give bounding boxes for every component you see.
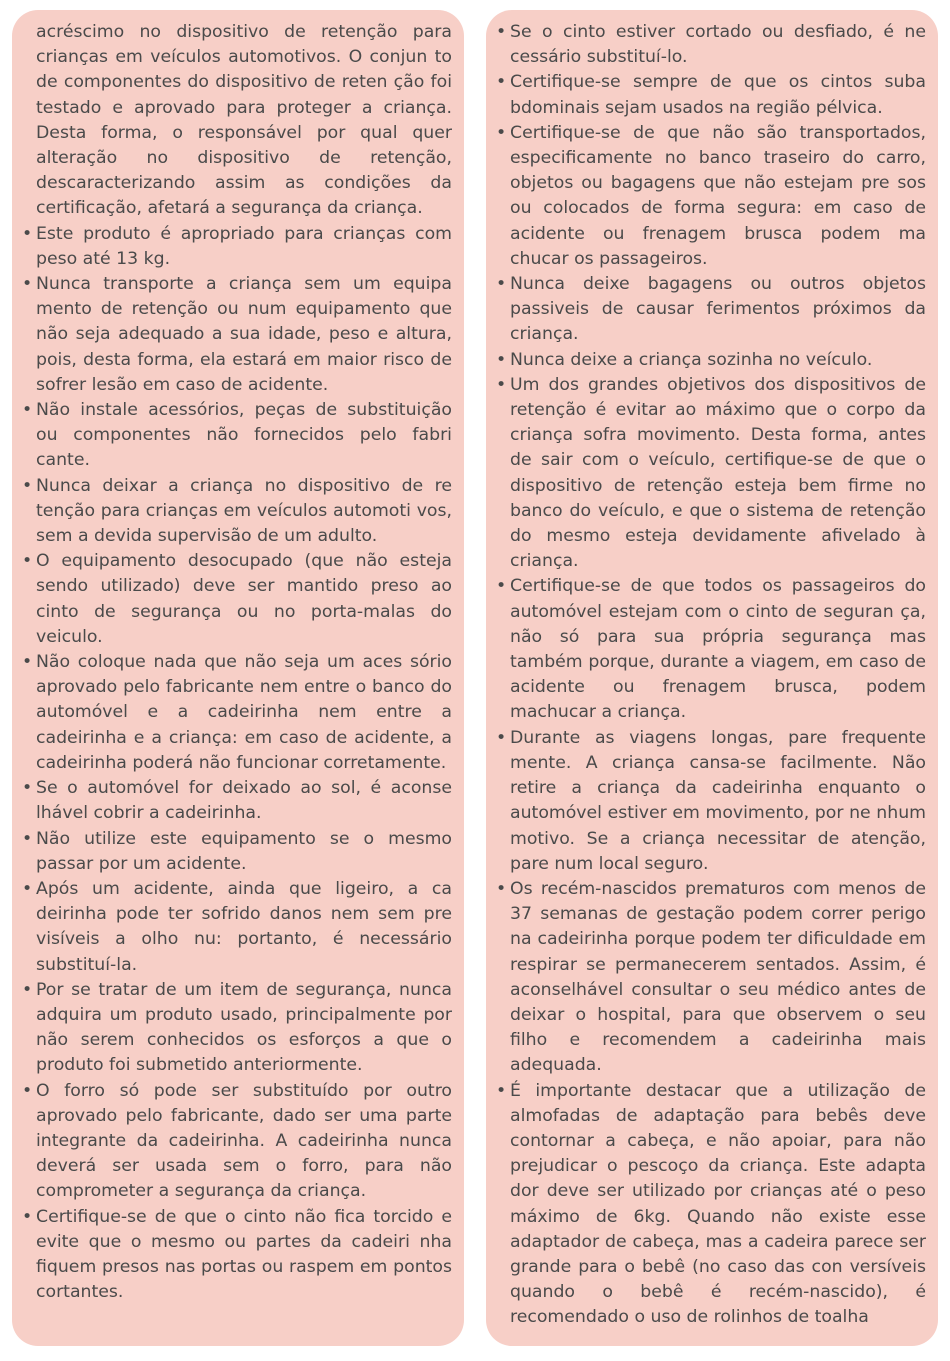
list-item-text: Não coloque nada que não seja um aces sório aprovado pelo fabricante nem entre o banco do automóvel e a cadeirinha nem entre a cadeirinha e a criança: em caso de acidente, a cadeirinha poderá não funcionar corretamente. — [36, 652, 452, 773]
list-item — [496, 121, 926, 272]
bullet-icon: • — [496, 1080, 507, 1101]
bullet-icon: • — [22, 551, 33, 572]
list-item — [22, 978, 452, 1079]
list-item-text: Não instale acessórios, peças de substituição ou componentes não fornecidos pelo fabri cante. — [36, 400, 452, 471]
list-item-text: Certifique-se de que o cinto não fica torcido e evite que o mesmo ou partes da cadeiri nha fiquem presos nas portas ou raspem em pontos cortantes. — [36, 1206, 452, 1303]
list-item-text: É importante destacar que a utilização de almofadas de adaptação para bebês deve contornar a cabeça, e não apoiar, para não prejudicar o pescoço da criança. Este adapta dor deve ser utilizado por crianças até o peso máximo de 6kg. Quando não existe esse adaptador de cabeça, mas a cadeira parece ser grande para o bebê (no caso das con versíveis quando o bebê é recém-nascido), é recomendado o uso de rolinhos de toalha — [510, 1080, 926, 1328]
list-item — [22, 398, 452, 474]
list-item — [22, 877, 452, 978]
list-item-text: Um dos grandes objetivos dos dispositivos de retenção é evitar ao máximo que o corpo da criança sofra movimento. Desta forma, antes de sair com o veículo, certifique-se de que o dispositivo de retenção esteja bem firme no banco do veículo, e que o sistema de retenção do mesmo esteja devidamente afivelado à criança. — [510, 374, 926, 572]
bullet-icon: • — [496, 727, 507, 748]
list-item — [496, 20, 926, 70]
list-item-text: O forro só pode ser substituído por outro aprovado pelo fabricante, dado ser uma parte integrante da cadeirinha. A cadeirinha nunca deverá ser usada sem o forro, para não comprometer a segurança da criança. — [36, 1080, 452, 1202]
bullet-icon: • — [22, 828, 33, 849]
right-bullet-list — [496, 20, 926, 1331]
list-item-text: Nunca deixar a criança no dispositivo de re tenção para crianças em veículos automoti vos, sem a devida supervisão de um adulto. — [36, 475, 452, 547]
bullet-icon: • — [496, 576, 507, 597]
list-item — [22, 549, 452, 650]
list-item — [496, 574, 926, 725]
bullet-icon: • — [496, 72, 507, 93]
list-item-text: Nunca transporte a criança sem um equipa mento de retenção ou num equipamento que não seja adequado a sua idade, peso e altura, pois, desta forma, ela estará em maior risco de sofrer lesão em caso de acidente. — [36, 274, 452, 395]
bullet-icon: • — [22, 274, 33, 295]
left-column-text — [22, 20, 452, 1305]
bullet-icon: • — [22, 979, 33, 1000]
list-item-text: Nunca deixe bagagens ou outros objetos passiveis de causar ferimentos próximos da criança. — [510, 274, 926, 345]
bullet-icon: • — [22, 475, 33, 496]
list-item — [22, 222, 452, 272]
bullet-icon: • — [496, 274, 507, 295]
list-item-text: Este produto é apropriado para crianças com peso até 13 kg. — [36, 223, 452, 269]
bullet-icon: • — [22, 778, 33, 799]
list-item — [496, 348, 926, 373]
list-item — [496, 1079, 926, 1331]
bullet-icon: • — [496, 374, 507, 395]
bullet-icon: • — [22, 223, 33, 244]
bullet-icon: • — [496, 349, 507, 370]
list-item — [22, 474, 452, 550]
list-item-text: Certifique-se sempre de que os cintos suba bdominais sejam usados na região pélvica. — [510, 72, 926, 118]
bullet-icon: • — [496, 122, 507, 143]
list-item-text: Se o cinto estiver cortado ou desfiado, é ne cessário substituí-lo. — [510, 22, 926, 68]
bullet-icon: • — [22, 878, 33, 899]
left-text-panel — [12, 10, 464, 1346]
list-item-text: Se o automóvel for deixado ao sol, é aconse lhável cobrir a cadeirinha. — [36, 778, 452, 824]
list-item-text: Certifique-se de que todos os passageiros do automóvel estejam com o cinto de seguran ça, não só para sua própria segurança mas também porque, durante a viagem, em caso de acidente ou frenagem brusca, podem machucar a criança. — [510, 576, 926, 723]
list-item — [22, 776, 452, 826]
list-item — [22, 1205, 452, 1306]
list-item-text: Durante as viagens longas, pare frequente mente. A criança cansa-se facilmente. Não retire a criança da cadeirinha enquanto o automóvel estiver em movimento, por ne nhum motivo. Se a criança necessitar de atenção, pare num local seguro. — [510, 727, 926, 874]
list-item — [496, 877, 926, 1079]
bullet-icon: • — [496, 878, 507, 899]
left-bullet-list — [22, 222, 452, 1306]
list-item-text: Após um acidente, ainda que ligeiro, a ca deirinha pode ter sofrido danos nem sem pre visíveis a olho nu: portanto, é necessário substituí-la. — [36, 878, 452, 975]
list-item — [22, 650, 452, 776]
list-item-text: Não utilize este equipamento se o mesmo passar por um acidente. — [36, 828, 452, 874]
right-column-text — [496, 20, 926, 1331]
list-item — [496, 70, 926, 120]
bullet-icon: • — [22, 1080, 33, 1101]
list-item-text: Os recém-nascidos prematuros com menos de 37 semanas de gestação podem correr perigo na cadeirinha porque podem ter dificuldade em respirar se permanecerem sentados. Assim, é aconselhável consultar o seu médico antes de deixar o hospital, para que observem o seu filho e recomendem a cadeirinha mais adequada. — [510, 878, 926, 1076]
list-item — [496, 726, 926, 877]
bullet-icon: • — [22, 1206, 33, 1227]
list-item-text: Nunca deixe a criança sozinha no veículo. — [510, 349, 873, 370]
bullet-icon: • — [22, 400, 33, 421]
intro-paragraph: acréscimo no dispositivo de retenção para crianças em veículos automotivos. O conjun to de componentes do dispositivo de reten ção foi testado e aprovado para proteger a criança. Desta forma, o responsável por qual quer alteração no dispositivo de retenção, descaracterizando assim as condições da certificação, afetará a segurança da criança. — [36, 22, 452, 219]
bullet-icon: • — [496, 22, 507, 42]
list-item — [22, 827, 452, 877]
bullet-icon: • — [22, 652, 33, 673]
list-item-text: Por se tratar de um item de segurança, nunca adquira um produto usado, principalmente por não serem conhecidos os esforços a que o produto foi submetido anteriormente. — [36, 979, 452, 1076]
list-item-text: Certifique-se de que não são transportados, especificamente no banco traseiro do carro, objetos ou bagagens que não estejam pre sos ou colocados de forma segura: em caso de acidente ou frenagem brusca podem ma chucar os passageiros. — [510, 122, 926, 269]
list-item — [496, 272, 926, 348]
list-item — [22, 272, 452, 398]
right-text-panel — [486, 10, 938, 1346]
list-item-text: O equipamento desocupado (que não esteja sendo utilizado) deve ser mantido preso ao cinto de segurança ou no porta-malas do veiculo. — [36, 551, 452, 647]
list-item — [22, 1079, 452, 1205]
list-item — [496, 373, 926, 575]
